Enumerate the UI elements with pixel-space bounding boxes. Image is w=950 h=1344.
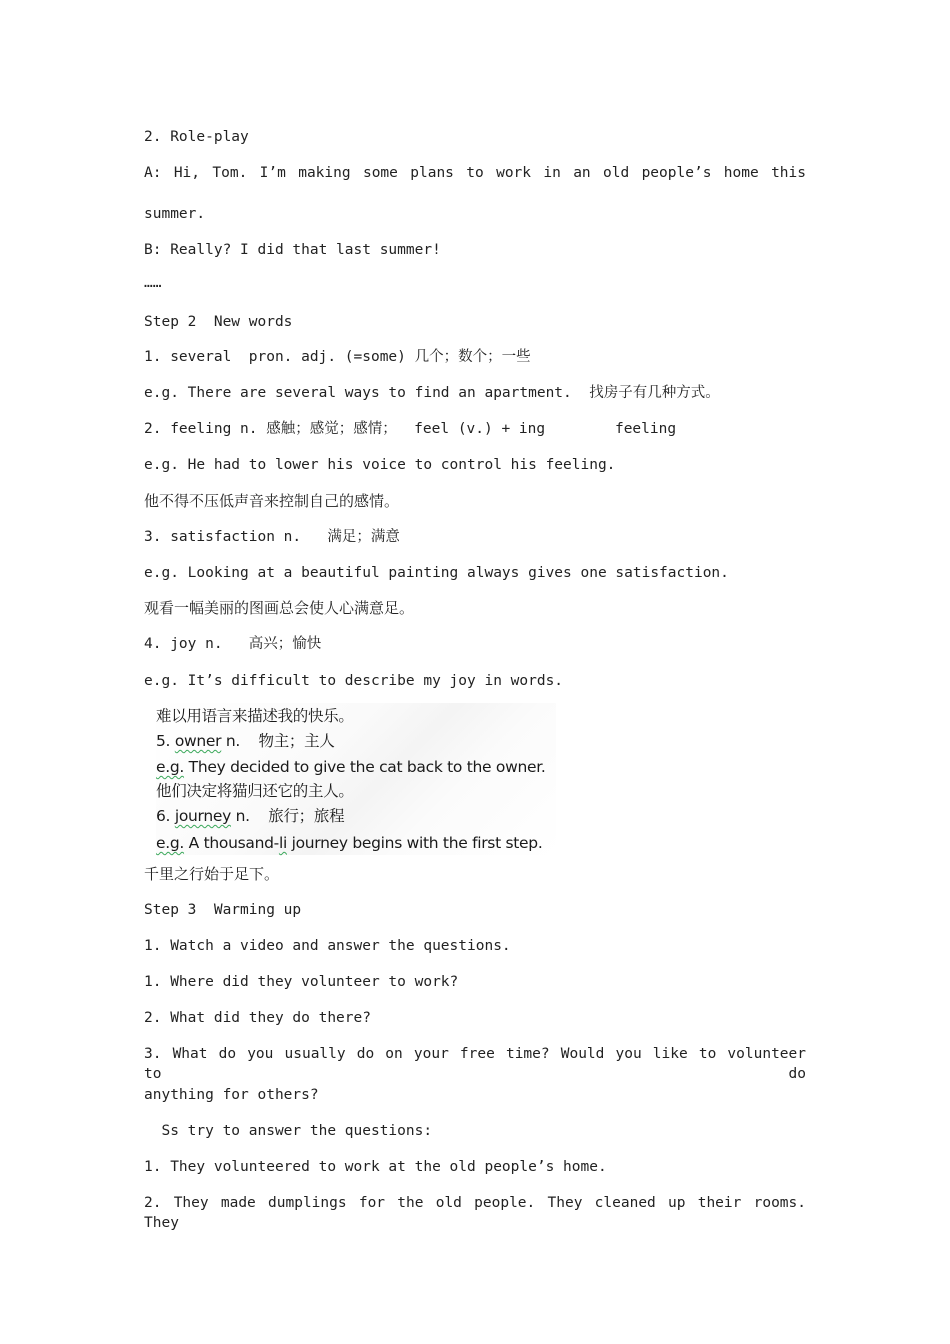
word-number: 5.	[156, 732, 175, 750]
dialogue-line-a: A: Hi, Tom. I’m making some plans to work in an old people’s home this	[144, 165, 806, 181]
word-feeling: 2. feeling n. 感触；感觉；感情； feel (v.) + ing feeling	[144, 421, 677, 437]
word-joy: 4. joy n. 高兴；愉快	[144, 636, 322, 652]
word-satisfaction: 3. satisfaction n. 满足；满意	[144, 529, 400, 545]
translation-joy: 难以用语言来描述我的快乐。	[156, 707, 354, 725]
spell-flag-li: li	[278, 834, 287, 852]
translation-satisfaction: 观看一幅美丽的图画总会使人心满意足。	[144, 599, 415, 617]
step3-heading: Step 3 Warming up	[144, 902, 302, 918]
task-watch-video: 1. Watch a video and answer the questions.	[144, 938, 511, 954]
section-role-play-heading: 2. Role-play	[144, 129, 249, 145]
example-text: A thousand-	[184, 834, 279, 852]
translation-owner: 他们决定将猫归还它的主人。	[156, 782, 354, 800]
example-journey	[156, 832, 542, 854]
students-answer-intro: Ss try to answer the questions:	[144, 1123, 433, 1139]
word-number: 6.	[156, 807, 175, 825]
ellipsis: ……	[144, 275, 162, 291]
translation-journey: 千里之行始于足下。	[144, 865, 280, 883]
answer-1: 1. They volunteered to work at the old people’s home.	[144, 1159, 607, 1175]
question-3: 3. What do you usually do on your free time? Would you like to volunteer to do	[144, 1046, 806, 1082]
example-text: They decided to give the cat back to the owner.	[184, 758, 546, 776]
example-joy: e.g. It’s difficult to describe my joy in words.	[144, 673, 564, 689]
word-definition: n. 旅行；旅程	[230, 807, 345, 825]
spell-flag-eg: e.g.	[156, 758, 185, 776]
example-several: e.g. There are several ways to find an apartment. 找房子有几种方式。	[144, 385, 720, 401]
spell-flag-owner: owner	[174, 732, 222, 750]
question-3-continued: anything for others?	[144, 1087, 319, 1103]
answer-2: 2. They made dumplings for the old people. They cleaned up their rooms. They	[144, 1195, 806, 1231]
word-definition: n. 物主；主人	[221, 732, 335, 750]
example-feeling: e.g. He had to lower his voice to control his feeling.	[144, 457, 616, 473]
step2-heading: Step 2 New words	[144, 314, 293, 330]
word-journey	[156, 805, 344, 827]
example-satisfaction: e.g. Looking at a beautiful painting always gives one satisfaction.	[144, 565, 729, 581]
spell-flag-eg: e.g.	[156, 834, 185, 852]
pasted-text-image	[156, 703, 556, 855]
question-2: 2. What did they do there?	[144, 1010, 371, 1026]
word-several: 1. several pron. adj. (=some) 几个；数个；一些	[144, 349, 531, 365]
question-1: 1. Where did they volunteer to work?	[144, 974, 459, 990]
translation-feeling: 他不得不压低声音来控制自己的感情。	[144, 492, 400, 510]
example-owner	[156, 756, 546, 778]
dialogue-line-a-continued: summer.	[144, 206, 206, 222]
example-text: journey begins with the first step.	[286, 834, 543, 852]
dialogue-line-b: B: Really? I did that last summer!	[144, 242, 441, 258]
spell-flag-journey: journey	[174, 807, 231, 825]
word-owner	[156, 730, 335, 752]
